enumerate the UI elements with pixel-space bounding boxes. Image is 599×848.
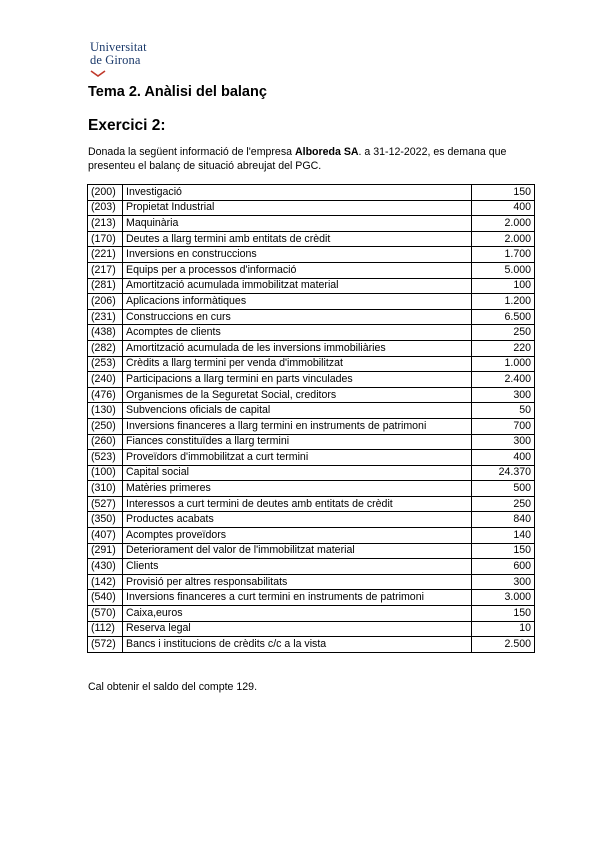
account-code: (250) [88, 418, 123, 434]
table-row [88, 637, 535, 653]
account-name: Fiances constituïdes a llarg termini [123, 434, 472, 450]
account-name: Investigació [123, 185, 472, 201]
account-amount: 400 [472, 450, 535, 466]
table-row [88, 512, 535, 528]
account-code: (213) [88, 216, 123, 232]
table-row [88, 590, 535, 606]
table-row [88, 340, 535, 356]
table-row [88, 434, 535, 450]
page-heading: Tema 2. Anàlisi del balanç [88, 84, 267, 100]
account-name: Acomptes proveïdors [123, 528, 472, 544]
account-name: Productes acabats [123, 512, 472, 528]
account-amount: 700 [472, 418, 535, 434]
account-name: Capital social [123, 465, 472, 481]
account-name: Provisió per altres responsabilitats [123, 574, 472, 590]
account-name: Clients [123, 559, 472, 575]
table-row [88, 559, 535, 575]
logo-line-1: Universitat [90, 40, 147, 54]
account-amount: 300 [472, 387, 535, 403]
table-row [88, 278, 535, 294]
table-row [88, 528, 535, 544]
account-code: (206) [88, 294, 123, 310]
account-amount: 2.500 [472, 637, 535, 653]
table-row [88, 262, 535, 278]
account-code: (221) [88, 247, 123, 263]
account-name: Inversions financeres a llarg termini en instruments de patrimoni [123, 418, 472, 434]
account-code: (310) [88, 481, 123, 497]
account-amount: 10 [472, 621, 535, 637]
intro-text-end: . a 31-12-2022, es demana que presenteu el balanç de situació abreujat del PGC. [88, 146, 507, 172]
account-code: (438) [88, 325, 123, 341]
account-amount: 400 [472, 200, 535, 216]
table-row [88, 496, 535, 512]
account-name: Crèdits a llarg termini per venda d'immobilitzat [123, 356, 472, 372]
account-name: Deutes a llarg termini amb entitats de crèdit [123, 231, 472, 247]
table-row [88, 387, 535, 403]
logo-flourish-icon [90, 68, 106, 78]
account-amount: 300 [472, 434, 535, 450]
account-name: Maquinària [123, 216, 472, 232]
account-amount: 500 [472, 481, 535, 497]
account-code: (572) [88, 637, 123, 653]
account-amount: 600 [472, 559, 535, 575]
account-name: Caixa,euros [123, 606, 472, 622]
account-amount: 5.000 [472, 262, 535, 278]
account-code: (112) [88, 621, 123, 637]
account-amount: 1.200 [472, 294, 535, 310]
account-code: (523) [88, 450, 123, 466]
account-name: Proveïdors d'immobilitzat a curt termini [123, 450, 472, 466]
account-name: Interessos a curt termini de deutes amb entitats de crèdit [123, 496, 472, 512]
account-name: Acomptes de clients [123, 325, 472, 341]
table-row [88, 309, 535, 325]
account-name: Amortització acumulada de les inversions immobiliàries [123, 340, 472, 356]
account-code: (200) [88, 185, 123, 201]
account-code: (130) [88, 403, 123, 419]
account-name: Organismes de la Seguretat Social, creditors [123, 387, 472, 403]
exercise-title: Exercici 2: [88, 117, 166, 134]
account-name: Bancs i institucions de crèdits c/c a la vista [123, 637, 472, 653]
account-amount: 150 [472, 185, 535, 201]
account-amount: 140 [472, 528, 535, 544]
account-amount: 1.000 [472, 356, 535, 372]
table-row [88, 450, 535, 466]
accounts-table [87, 184, 535, 653]
account-amount: 840 [472, 512, 535, 528]
logo-line-2: de Girona [90, 53, 141, 67]
account-code: (231) [88, 309, 123, 325]
table-row [88, 200, 535, 216]
account-name: Propietat Industrial [123, 200, 472, 216]
account-name: Matèries primeres [123, 481, 472, 497]
account-code: (253) [88, 356, 123, 372]
account-name: Aplicacions informàtiques [123, 294, 472, 310]
account-code: (407) [88, 528, 123, 544]
account-code: (527) [88, 496, 123, 512]
account-amount: 250 [472, 496, 535, 512]
account-amount: 300 [472, 574, 535, 590]
account-name: Subvencions oficials de capital [123, 403, 472, 419]
account-name: Participacions a llarg termini en parts vinculades [123, 372, 472, 388]
account-name: Equips per a processos d'informació [123, 262, 472, 278]
table-row [88, 356, 535, 372]
intro-paragraph [88, 146, 528, 173]
table-row [88, 403, 535, 419]
account-name: Reserva legal [123, 621, 472, 637]
table-row [88, 481, 535, 497]
account-code: (540) [88, 590, 123, 606]
table-row [88, 372, 535, 388]
account-code: (142) [88, 574, 123, 590]
table-row [88, 574, 535, 590]
table-row [88, 418, 535, 434]
footer-note: Cal obtenir el saldo del compte 129. [88, 681, 258, 693]
account-amount: 220 [472, 340, 535, 356]
account-amount: 2.000 [472, 231, 535, 247]
account-amount: 50 [472, 403, 535, 419]
account-amount: 24.370 [472, 465, 535, 481]
account-code: (430) [88, 559, 123, 575]
account-code: (570) [88, 606, 123, 622]
table-row [88, 216, 535, 232]
account-amount: 3.000 [472, 590, 535, 606]
account-amount: 2.000 [472, 216, 535, 232]
account-code: (282) [88, 340, 123, 356]
account-code: (217) [88, 262, 123, 278]
table-row [88, 325, 535, 341]
company-name: Alboreda SA [294, 146, 359, 158]
account-amount: 150 [472, 543, 535, 559]
account-code: (240) [88, 372, 123, 388]
table-row [88, 294, 535, 310]
account-name: Deteriorament del valor de l'immobilitzat material [123, 543, 472, 559]
account-name: Inversions en construccions [123, 247, 472, 263]
table-row [88, 606, 535, 622]
university-logo [90, 41, 160, 79]
account-amount: 2.400 [472, 372, 535, 388]
account-name: Inversions financeres a curt termini en instruments de patrimoni [123, 590, 472, 606]
table-row [88, 465, 535, 481]
account-code: (476) [88, 387, 123, 403]
table-row [88, 621, 535, 637]
account-amount: 150 [472, 606, 535, 622]
table-row [88, 185, 535, 201]
account-amount: 100 [472, 278, 535, 294]
account-amount: 250 [472, 325, 535, 341]
account-code: (260) [88, 434, 123, 450]
intro-text-start: Donada la següent informació de l'empresa [88, 146, 295, 158]
account-code: (170) [88, 231, 123, 247]
account-code: (350) [88, 512, 123, 528]
table-row [88, 231, 535, 247]
account-name: Amortització acumulada immobilitzat material [123, 278, 472, 294]
table-row [88, 543, 535, 559]
account-name: Construccions en curs [123, 309, 472, 325]
table-row [88, 247, 535, 263]
account-code: (100) [88, 465, 123, 481]
account-code: (281) [88, 278, 123, 294]
account-code: (203) [88, 200, 123, 216]
account-code: (291) [88, 543, 123, 559]
account-amount: 6.500 [472, 309, 535, 325]
account-amount: 1.700 [472, 247, 535, 263]
